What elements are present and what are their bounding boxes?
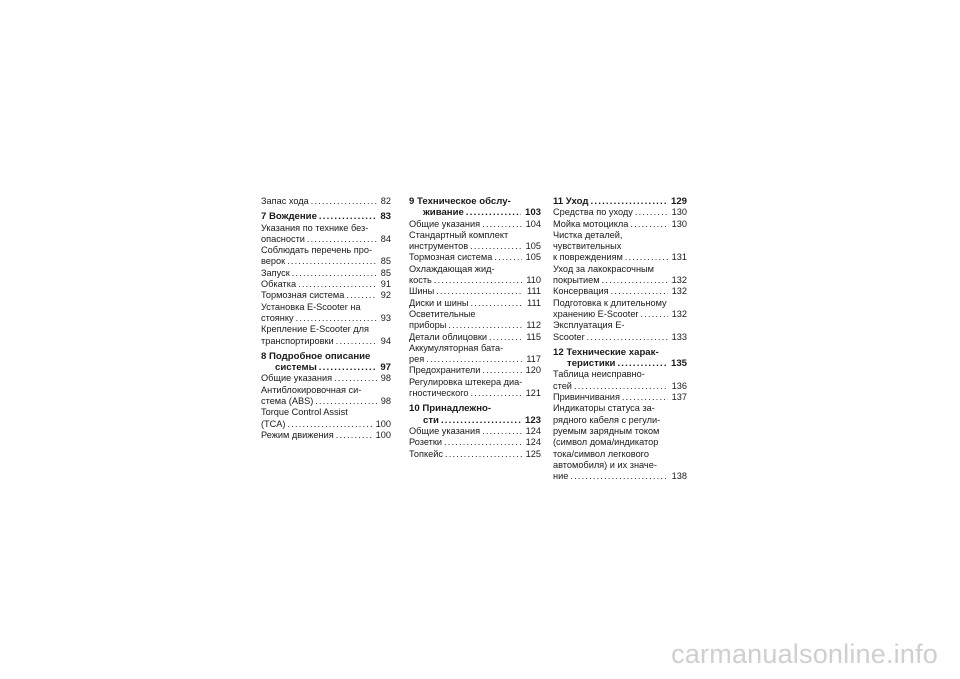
toc-entry-title: Антиблокировочная си- <box>261 384 362 395</box>
toc-entry-title: (TCA) <box>261 418 286 429</box>
toc-page-number: 132 <box>671 308 687 319</box>
toc-entry[interactable] <box>261 373 391 384</box>
toc-leader-dots <box>482 426 522 437</box>
toc-entry-title: 12 Технические харак- <box>553 346 659 358</box>
toc-entry-line <box>409 286 541 297</box>
toc-leader-dots <box>288 419 372 430</box>
toc-entry-title: Режим движения <box>261 429 334 440</box>
toc-entry-title: Розетки <box>409 437 443 448</box>
toc-page-number: 121 <box>525 388 541 399</box>
toc-entry-line <box>553 415 687 426</box>
toc-entry-title: кость <box>409 275 432 286</box>
toc-entry-line <box>261 234 391 245</box>
toc-page-number: 103 <box>524 207 541 219</box>
toc-entry-title: инструментов <box>409 241 469 252</box>
toc-entry[interactable] <box>409 332 541 343</box>
toc-page-number: 104 <box>525 218 541 229</box>
toc-entry[interactable] <box>409 286 541 297</box>
toc-leader-dots <box>570 471 667 482</box>
toc-entry-line <box>553 230 687 241</box>
toc-entry-title: Регулировка штекера диа- <box>409 376 523 387</box>
toc-leader-dots <box>611 286 668 297</box>
toc-entry-title: Шины <box>409 286 435 297</box>
toc-leader-dots <box>346 290 376 301</box>
toc-leader-dots <box>641 309 668 320</box>
toc-entry-line <box>261 336 391 347</box>
toc-section-heading[interactable] <box>553 196 687 207</box>
toc-page-number: 82 <box>380 196 391 206</box>
toc-entry-line <box>261 223 391 234</box>
toc-leader-dots <box>587 332 668 343</box>
toc-entry-title: рея <box>409 354 425 365</box>
toc-page-number: 93 <box>380 312 391 323</box>
toc-entry[interactable] <box>553 264 687 287</box>
toc-entry-title: теристики <box>567 358 616 370</box>
toc-entry-title: рядного кабеля с регули- <box>553 414 661 425</box>
toc-entry[interactable] <box>553 403 687 482</box>
toc-entry-line <box>553 403 687 414</box>
toc-entry-line <box>409 309 541 320</box>
toc-entry-title: к повреждениям <box>553 252 623 263</box>
toc-column-3 <box>553 196 687 482</box>
toc-entry[interactable] <box>409 365 541 376</box>
toc-page-number: 97 <box>380 362 391 374</box>
toc-leader-dots <box>625 252 668 263</box>
toc-entry-title: Общие указания <box>261 373 333 384</box>
toc-entry-line <box>261 313 391 324</box>
toc-entry-title: тока/символ легкового <box>553 448 649 459</box>
toc-entry-line <box>409 196 541 207</box>
toc-page-number: 124 <box>525 425 541 436</box>
toc-page-number: 92 <box>380 290 391 301</box>
toc-entry-line <box>261 373 391 384</box>
toc-entry-line <box>261 396 391 407</box>
toc-entry-line <box>261 279 391 290</box>
toc-entry-line <box>409 252 541 263</box>
toc-entry[interactable] <box>409 298 541 309</box>
toc-entry-line <box>261 256 391 267</box>
toc-entry-line <box>553 286 687 297</box>
toc-leader-dots <box>334 373 377 384</box>
toc-leader-dots <box>292 268 377 279</box>
toc-entry-line <box>553 381 687 392</box>
toc-entry-title: Обкатка <box>261 279 297 290</box>
toc-entry[interactable] <box>409 230 541 253</box>
toc-entry-line <box>261 362 391 373</box>
toc-entry-title: Средства по уходу <box>553 207 633 218</box>
toc-entry-line <box>409 219 541 230</box>
toc-page-number: 132 <box>671 286 687 297</box>
toc-entry-line <box>409 298 541 309</box>
toc-leader-dots <box>434 275 523 286</box>
toc-entry-line <box>409 426 541 437</box>
toc-entry[interactable] <box>409 252 541 263</box>
toc-entry[interactable] <box>409 264 541 287</box>
toc-entry[interactable] <box>409 449 541 460</box>
watermark-text: carmanualsonline.info <box>671 639 938 669</box>
toc-entry-title: Предохранители <box>409 365 481 376</box>
toc-entry-title: 9 Техническое обслу- <box>409 196 511 207</box>
toc-leader-dots <box>296 313 377 324</box>
toc-entry-title: Scooter <box>553 331 585 342</box>
toc-entry-line <box>261 268 391 279</box>
toc-entry-title: живание <box>423 207 464 219</box>
toc-entry-title: Стандартный комплект <box>409 229 509 240</box>
toc-entry-line <box>409 415 541 426</box>
toc-entry[interactable] <box>553 320 687 343</box>
toc-entry-title: 11 Уход <box>553 196 589 207</box>
toc-leader-dots <box>482 365 521 376</box>
toc-page-number: 123 <box>524 414 541 426</box>
toc-entry-title: системы <box>275 362 317 374</box>
toc-entry[interactable] <box>261 324 391 347</box>
toc-entry-line <box>261 407 391 418</box>
toc-entry-line <box>261 211 391 222</box>
toc-leader-dots <box>319 362 377 373</box>
toc-entry-line <box>409 343 541 354</box>
toc-entry-title: стема (ABS) <box>261 396 314 407</box>
toc-entry-line <box>409 207 541 218</box>
toc-entry-line <box>553 264 687 275</box>
toc-leader-dots <box>482 219 522 230</box>
toc-page-number: 110 <box>526 275 541 286</box>
toc-entry-title: Топкейс <box>409 448 443 459</box>
toc-entry-title: Консервация <box>553 286 609 297</box>
toc-entry-title: ние <box>553 471 569 482</box>
toc-page-number: 129 <box>670 196 687 207</box>
toc-entry-title: автомобиля) и их значе- <box>553 459 657 470</box>
toc-entry-title: транспортировки <box>261 335 334 346</box>
toc-entry-title: Тормозная система <box>261 290 345 301</box>
toc-entry-title: хранению E-Scooter <box>553 308 639 319</box>
toc-leader-dots <box>287 256 377 267</box>
toc-entry[interactable] <box>409 343 541 366</box>
toc-page-number: 138 <box>671 471 687 482</box>
toc-entry[interactable] <box>409 309 541 332</box>
toc-page-number: 91 <box>380 279 391 290</box>
toc-entry[interactable] <box>261 196 391 207</box>
toc-leader-dots <box>315 396 376 407</box>
toc-entry[interactable] <box>553 219 687 230</box>
toc-entry-title: 7 Вождение <box>261 211 317 223</box>
toc-leader-dots <box>617 358 667 369</box>
toc-page-number: 84 <box>380 233 391 244</box>
toc-leader-dots <box>630 219 667 230</box>
toc-leader-dots <box>489 332 522 343</box>
toc-page-number: 105 <box>525 252 541 263</box>
toc-entry-line <box>409 403 541 414</box>
toc-entry[interactable] <box>261 268 391 279</box>
toc-page-number: 124 <box>525 437 541 448</box>
toc-page-number: 135 <box>670 358 687 370</box>
toc-entry-title: Тормозная система <box>409 252 493 263</box>
toc-entry-title: Общие указания <box>409 218 481 229</box>
toc-page-number: 111 <box>527 297 541 308</box>
toc-entry-line <box>553 241 687 252</box>
toc-entry-title: Аккумуляторная бата- <box>409 342 504 353</box>
toc-entry-line <box>553 252 687 263</box>
toc-entry-title: Крепление E-Scooter для <box>261 324 369 335</box>
toc-entry-line <box>261 430 391 441</box>
toc-leader-dots <box>448 320 522 331</box>
toc-entry-title: Диски и шины <box>409 297 469 308</box>
toc-leader-dots <box>470 388 521 399</box>
toc-leader-dots <box>311 196 377 207</box>
toc-entry-title: Осветительные <box>409 308 476 319</box>
toc-entry-title: Индикаторы статуса за- <box>553 403 655 414</box>
toc-page-number: 133 <box>671 331 687 342</box>
toc-entry[interactable] <box>261 245 391 268</box>
toc-entry-title: верок <box>261 256 286 267</box>
toc-entry-line <box>409 388 541 399</box>
toc-entry[interactable] <box>553 369 687 392</box>
toc-page-number: 131 <box>671 252 687 263</box>
toc-leader-dots <box>426 354 522 365</box>
toc-entry-title: стей <box>553 380 572 391</box>
toc-entry-line <box>261 419 391 430</box>
toc-entry-line <box>409 275 541 286</box>
toc-entry-title: сти <box>423 414 439 426</box>
toc-page-number: 136 <box>671 380 687 391</box>
toc-page-number: 130 <box>671 207 687 218</box>
toc-entry-line <box>409 241 541 252</box>
toc-entry-line <box>409 365 541 376</box>
toc-entry[interactable] <box>261 223 391 246</box>
toc-page-number: 125 <box>525 448 541 459</box>
toc-entry-line <box>553 320 687 331</box>
toc-page-number: 105 <box>525 241 541 252</box>
toc-entry-title: Соблюдать перечень про- <box>261 245 373 256</box>
toc-entry-line <box>409 437 541 448</box>
toc-entry-line <box>409 332 541 343</box>
toc-entry-title: гностического <box>409 388 469 399</box>
toc-entry-title: Запас хода <box>261 196 309 206</box>
toc-entry-line <box>261 302 391 313</box>
toc-leader-dots <box>466 207 521 218</box>
toc-page-number: 115 <box>526 331 541 342</box>
toc-column-2 <box>409 196 541 460</box>
toc-entry-title: Установка E-Scooter на <box>261 301 361 312</box>
toc-entry-line <box>553 392 687 403</box>
toc-entry-line <box>553 369 687 380</box>
toc-page-number: 94 <box>380 335 391 346</box>
toc-entry-title: чувствительных <box>553 241 622 252</box>
toc-entry-line <box>261 290 391 301</box>
toc-entry-line <box>553 309 687 320</box>
toc-entry-title: Уход за лакокрасочным <box>553 263 654 274</box>
toc-entry-title: Привинчивания <box>553 392 620 403</box>
toc-entry-line <box>409 354 541 365</box>
toc-leader-dots <box>307 234 377 245</box>
toc-entry[interactable] <box>553 392 687 403</box>
toc-leader-dots <box>494 252 521 263</box>
toc-entry[interactable] <box>409 437 541 448</box>
toc-page-number: 85 <box>380 256 391 267</box>
toc-leader-dots <box>319 211 376 222</box>
toc-entry-line <box>261 324 391 335</box>
toc-entry-title: (символ дома/индикатор <box>553 437 659 448</box>
toc-leader-dots <box>471 298 524 309</box>
toc-section-heading[interactable] <box>261 351 391 374</box>
toc-entry[interactable] <box>409 377 541 400</box>
toc-entry-title: Подготовка к длительному <box>553 297 667 308</box>
toc-leader-dots <box>441 415 521 426</box>
toc-entry[interactable] <box>261 302 391 325</box>
toc-entry-line <box>409 230 541 241</box>
toc-entry-line <box>553 471 687 482</box>
toc-entry-line <box>553 460 687 471</box>
toc-entry[interactable] <box>409 219 541 230</box>
toc-page-number: 117 <box>526 354 541 365</box>
toc-page-number: 98 <box>380 396 391 407</box>
toc-entry-line <box>553 426 687 437</box>
toc-entry-title: Запуск <box>261 267 290 278</box>
toc-entry-line <box>409 320 541 331</box>
toc-leader-dots <box>436 286 523 297</box>
toc-entry-line <box>409 264 541 275</box>
toc-section-heading[interactable] <box>409 196 541 219</box>
toc-entry-line <box>553 298 687 309</box>
toc-entry-title: Указания по технике без- <box>261 222 369 233</box>
toc-page-number: 111 <box>527 286 541 297</box>
toc-leader-dots <box>298 279 377 290</box>
toc-entry-line <box>261 351 391 362</box>
toc-leader-dots <box>444 437 522 448</box>
toc-leader-dots <box>590 196 667 207</box>
toc-leader-dots <box>622 392 668 403</box>
toc-entry[interactable] <box>261 407 391 430</box>
toc-entry-line <box>553 275 687 286</box>
toc-column-1 <box>261 196 391 441</box>
toc-entry-title: Эксплуатация E- <box>553 320 625 331</box>
toc-page-number: 98 <box>380 373 391 384</box>
toc-entry-line <box>553 347 687 358</box>
toc-page-number: 85 <box>380 267 391 278</box>
toc-entry-line <box>553 219 687 230</box>
toc-leader-dots <box>336 430 372 441</box>
toc-entry-title: Чистка деталей, <box>553 229 623 240</box>
toc-entry-line <box>553 332 687 343</box>
toc-page-number: 120 <box>525 365 541 376</box>
toc-entry[interactable] <box>553 230 687 264</box>
toc-entry-line <box>553 358 687 369</box>
toc-entry-title: 10 Принадлежно- <box>409 403 492 415</box>
toc-leader-dots <box>470 241 522 252</box>
toc-leader-dots <box>574 381 668 392</box>
toc-leader-dots <box>336 336 377 347</box>
toc-entry[interactable] <box>553 286 687 297</box>
toc-entry-title: приборы <box>409 320 447 331</box>
toc-entry-title: Torque Control Assist <box>261 407 348 418</box>
toc-entry-line <box>261 196 391 207</box>
toc-entry-line <box>261 385 391 396</box>
toc-entry-line <box>261 245 391 256</box>
toc-entry-title: Охлаждающая жид- <box>409 263 495 274</box>
toc-entry-line <box>553 196 687 207</box>
toc-entry-title: Детали облицовки <box>409 331 488 342</box>
toc-entry-line <box>409 377 541 388</box>
toc-section-heading[interactable] <box>553 347 687 370</box>
toc-page-number: 130 <box>671 218 687 229</box>
toc-entry-line <box>409 449 541 460</box>
toc-leader-dots <box>635 207 668 218</box>
toc-page-number: 137 <box>671 392 687 403</box>
toc-entry-title: Мойка мотоцикла <box>553 218 629 229</box>
toc-section-heading[interactable] <box>409 403 541 426</box>
toc-entry-title: 8 Подробное описание <box>261 350 371 362</box>
toc-entry-title: Общие указания <box>409 425 481 436</box>
toc-entry[interactable] <box>261 279 391 290</box>
toc-entry[interactable] <box>409 426 541 437</box>
toc-entry-title: Таблица неисправно- <box>553 369 645 380</box>
toc-entry[interactable] <box>553 207 687 218</box>
toc-entry[interactable] <box>261 430 391 441</box>
toc-entry-line <box>553 449 687 460</box>
toc-page-number: 112 <box>526 320 541 331</box>
toc-entry-line <box>553 437 687 448</box>
toc-page-number: 100 <box>375 418 391 429</box>
toc-entry-line <box>553 207 687 218</box>
toc-entry-title: стоянку <box>261 312 294 323</box>
toc-leader-dots <box>445 449 522 460</box>
toc-entry-title: покрытием <box>553 275 600 286</box>
toc-entry[interactable] <box>261 385 391 408</box>
toc-entry-title: опасности <box>261 233 305 244</box>
toc-entry[interactable] <box>553 298 687 321</box>
toc-entry[interactable] <box>261 290 391 301</box>
toc-page-number: 132 <box>671 275 687 286</box>
toc-page-number: 83 <box>380 211 391 223</box>
toc-leader-dots <box>602 275 668 286</box>
toc-page-number: 100 <box>375 429 391 440</box>
toc-section-heading[interactable] <box>261 211 391 222</box>
toc-entry-title: руемым зарядным током <box>553 425 660 436</box>
